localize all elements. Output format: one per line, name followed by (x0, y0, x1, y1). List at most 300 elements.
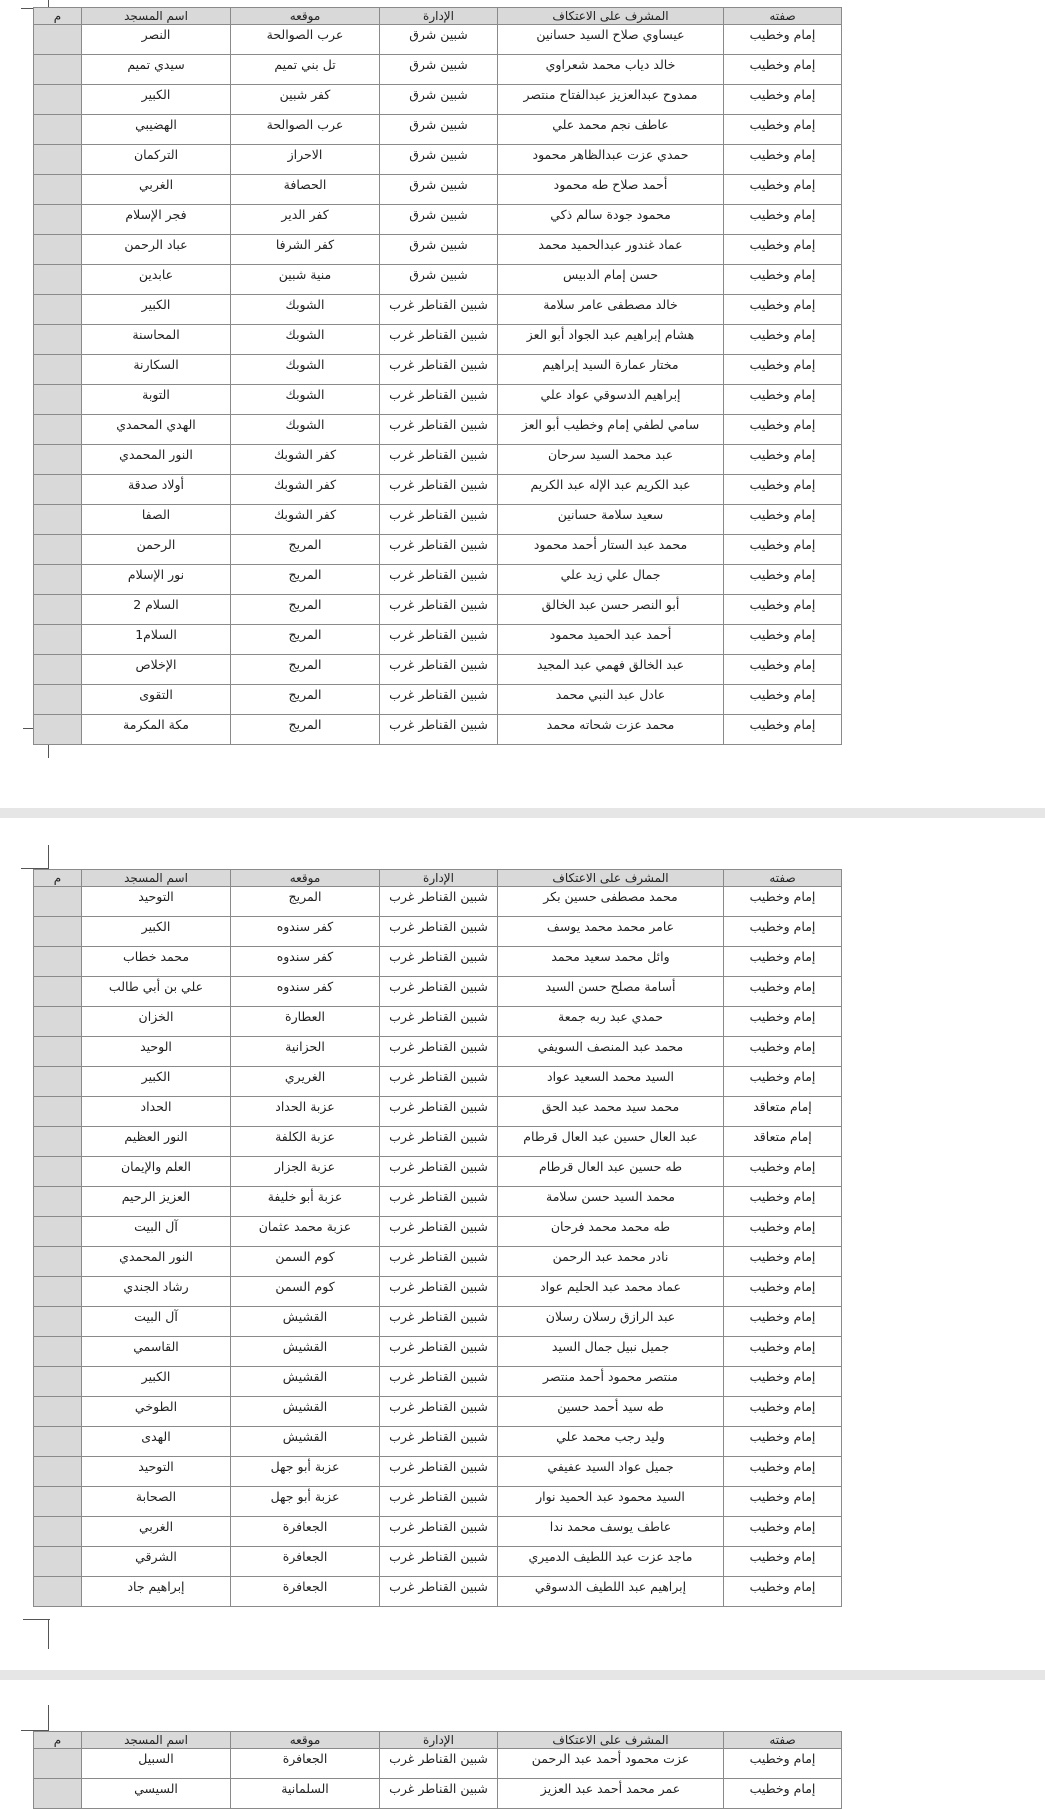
cell-mosque-name (82, 947, 231, 977)
table-header-row (34, 870, 842, 887)
cell-serial-number (34, 1577, 82, 1607)
cell-role-text: إمام وخطيب (749, 567, 816, 582)
cell-role (724, 1187, 842, 1217)
header-supervisor: المشرف على الاعتكاف (498, 8, 724, 25)
cell-location-text: القشيش (282, 1309, 328, 1324)
cell-supervisor-text: ممدوح عبدالعزيز عبدالفتاح منتصر (523, 87, 698, 102)
cell-administration (380, 25, 498, 55)
cell-role (724, 1157, 842, 1187)
cell-location-text: الشوبك (285, 297, 325, 312)
cell-supervisor-text: عبد العال حسين عبد العال قرطام (523, 1129, 698, 1144)
cell-location (231, 25, 380, 55)
cell-supervisor-text: عزت محمود أحمد عبد الرحمن (531, 1751, 690, 1766)
cell-mosque-name-text: التوحيد (138, 1459, 174, 1474)
cell-supervisor (498, 55, 724, 85)
cell-role (724, 655, 842, 685)
cell-administration-text: شبين القناطر غرب (389, 1751, 488, 1766)
cell-mosque-name (82, 325, 231, 355)
cell-mosque-name-text: المحاسنة (132, 327, 180, 342)
cell-supervisor-text: السيد محمد السعيد عواد (547, 1069, 674, 1084)
cell-location-text: المريج (288, 537, 322, 552)
cell-role (724, 917, 842, 947)
table-row (34, 205, 842, 235)
cell-administration-text: شبين القناطر غرب (389, 1579, 488, 1594)
cell-serial-number (34, 235, 82, 265)
cell-supervisor-text: عماد محمد عبد الحليم عواد (540, 1279, 681, 1294)
cell-location (231, 565, 380, 595)
cell-location-text: الجعافرة (282, 1549, 328, 1564)
cell-role-text: إمام وخطيب (749, 477, 816, 492)
cell-mosque-name (82, 505, 231, 535)
cell-role (724, 505, 842, 535)
cell-role (724, 1577, 842, 1607)
cell-mosque-name-text: الغربي (138, 1519, 174, 1534)
cell-administration-text: شبين القناطر غرب (389, 919, 488, 934)
cell-mosque-name (82, 715, 231, 745)
cell-administration-text: شبين القناطر غرب (389, 1279, 488, 1294)
cell-supervisor-text: طه محمد محمد فرحان (550, 1219, 671, 1234)
cell-mosque-name (82, 1217, 231, 1247)
cell-mosque-name-text: النور المحمدي (119, 1249, 193, 1264)
cell-role-text: إمام وخطيب (749, 1069, 816, 1084)
cell-administration-text: شبين القناطر غرب (389, 507, 488, 522)
table-row (34, 917, 842, 947)
cell-location (231, 1487, 380, 1517)
cell-administration-text: شبين القناطر غرب (389, 1099, 488, 1114)
cell-administration (380, 265, 498, 295)
cell-serial-number (34, 1097, 82, 1127)
cell-mosque-name (82, 1397, 231, 1427)
table-row (34, 1397, 842, 1427)
cell-mosque-name (82, 625, 231, 655)
cell-role-text: إمام وخطيب (749, 387, 816, 402)
cell-role-text: إمام وخطيب (749, 627, 816, 642)
cell-administration-text: شبين القناطر غرب (389, 447, 488, 462)
table-row (34, 1007, 842, 1037)
cell-location (231, 1067, 380, 1097)
cell-administration (380, 1427, 498, 1457)
cell-supervisor-text: عبد الخالق فهمي عبد المجيد (536, 657, 685, 672)
cell-role (724, 475, 842, 505)
cell-mosque-name-text: الهدي المحمدي (116, 417, 196, 432)
cell-administration (380, 625, 498, 655)
cell-mosque-name-text: الطوخي (134, 1399, 178, 1414)
cell-mosque-name (82, 1247, 231, 1277)
cell-administration (380, 1749, 498, 1779)
cell-location (231, 887, 380, 917)
cell-serial-number (34, 1127, 82, 1157)
cell-location-text: العطارة (285, 1009, 325, 1024)
cell-supervisor (498, 1067, 724, 1097)
header-supervisor: المشرف على الاعتكاف (498, 1732, 724, 1749)
cell-role (724, 295, 842, 325)
cell-administration (380, 1457, 498, 1487)
cell-supervisor (498, 625, 724, 655)
cell-supervisor (498, 115, 724, 145)
cell-serial-number (34, 1187, 82, 1217)
cell-supervisor-text: محمد عبد الستار أحمد محمود (533, 537, 688, 552)
cell-location (231, 1577, 380, 1607)
cell-location (231, 385, 380, 415)
cell-location-text: عزبة الجزار (274, 1159, 336, 1174)
table-row (34, 947, 842, 977)
cell-mosque-name (82, 85, 231, 115)
cell-supervisor (498, 445, 724, 475)
cell-administration (380, 535, 498, 565)
cell-supervisor-text: عاطف نجم محمد علي (552, 117, 669, 132)
cell-mosque-name-text: آل البيت (134, 1309, 178, 1324)
cell-administration-text: شبين القناطر غرب (389, 417, 488, 432)
cell-location (231, 1007, 380, 1037)
table-row (34, 85, 842, 115)
table-row (34, 1247, 842, 1277)
cell-administration (380, 1187, 498, 1217)
cell-location (231, 1427, 380, 1457)
cell-serial-number (34, 145, 82, 175)
cell-serial-number (34, 1547, 82, 1577)
cell-location-text: المريج (288, 687, 322, 702)
cell-role (724, 1487, 842, 1517)
cell-supervisor (498, 595, 724, 625)
cell-serial-number (34, 977, 82, 1007)
cell-mosque-name-text: الإخلاص (135, 657, 177, 672)
table-row (34, 385, 842, 415)
cell-administration-text: شبين القناطر غرب (389, 1249, 488, 1264)
cell-mosque-name (82, 265, 231, 295)
cell-administration (380, 655, 498, 685)
cell-location-text: الحصافة (283, 177, 327, 192)
cell-role (724, 25, 842, 55)
cell-location-text: عزبة أبو جهل (270, 1489, 340, 1504)
cell-supervisor (498, 1427, 724, 1457)
cell-location-text: الشوبك (285, 357, 325, 372)
cell-supervisor-text: حسن إمام الدبيس (562, 267, 659, 282)
table-row (34, 1547, 842, 1577)
table-row (34, 595, 842, 625)
cell-location (231, 1547, 380, 1577)
table-row (34, 55, 842, 85)
cell-role (724, 625, 842, 655)
cell-role (724, 1517, 842, 1547)
cell-role (724, 1547, 842, 1577)
cell-administration (380, 1487, 498, 1517)
cell-administration-text: شبين القناطر غرب (389, 1189, 488, 1204)
cell-supervisor-text: نادر محمد عبد الرحمن (552, 1249, 669, 1264)
cell-supervisor (498, 1397, 724, 1427)
cell-mosque-name (82, 1577, 231, 1607)
cell-supervisor (498, 1749, 724, 1779)
cell-mosque-name (82, 1157, 231, 1187)
cell-mosque-name (82, 1367, 231, 1397)
cell-mosque-name (82, 1779, 231, 1809)
cell-mosque-name (82, 1487, 231, 1517)
cell-location-text: القشيش (282, 1429, 328, 1444)
cell-role (724, 1427, 842, 1457)
cell-supervisor-text: عامر محمد محمد يوسف (546, 919, 675, 934)
cell-administration (380, 175, 498, 205)
cell-role (724, 1067, 842, 1097)
table-row (34, 1367, 842, 1397)
cell-location-text: عزبة الكلفة (275, 1129, 335, 1144)
cell-serial-number (34, 25, 82, 55)
cell-supervisor-text: جميل نبيل جمال السيد (551, 1339, 670, 1354)
cell-serial-number (34, 355, 82, 385)
cell-mosque-name (82, 415, 231, 445)
cell-administration (380, 55, 498, 85)
cell-location-text: القشيش (282, 1399, 328, 1414)
cell-location-text: المريج (288, 889, 322, 904)
table-row (34, 1337, 842, 1367)
cell-mosque-name (82, 655, 231, 685)
header-mosque-name: اسم المسجد (82, 8, 231, 25)
cell-administration (380, 325, 498, 355)
cell-serial-number (34, 1007, 82, 1037)
cell-mosque-name-text: الكبير (141, 1369, 171, 1384)
table-row (34, 1067, 842, 1097)
cell-supervisor (498, 1457, 724, 1487)
cell-location (231, 1307, 380, 1337)
table-row (34, 445, 842, 475)
cell-supervisor-text: عبد الكريم عبد الإله عبد الكريم (530, 477, 691, 492)
cell-location-text: الغريري (284, 1069, 326, 1084)
cell-role (724, 55, 842, 85)
cell-administration-text: شبين القناطر غرب (389, 717, 488, 732)
cell-supervisor (498, 1037, 724, 1067)
cell-serial-number (34, 715, 82, 745)
cell-administration-text: شبين شرق (409, 147, 468, 162)
cell-location (231, 175, 380, 205)
cell-supervisor-text: عماد غندور عبدالحميد محمد (538, 237, 683, 252)
cell-role (724, 1307, 842, 1337)
cell-location (231, 1247, 380, 1277)
cell-location (231, 535, 380, 565)
cell-supervisor-text: جمال علي زيد علي (560, 567, 661, 582)
cell-supervisor-text: حمدي عزت عبدالظاهر محمود (532, 147, 689, 162)
cell-supervisor-text: سعيد سلامة حسانين (557, 507, 664, 522)
cell-mosque-name (82, 295, 231, 325)
cell-location (231, 917, 380, 947)
cell-supervisor (498, 1577, 724, 1607)
cell-supervisor (498, 475, 724, 505)
table-row (34, 25, 842, 55)
cell-location (231, 1187, 380, 1217)
cell-role-text: إمام وخطيب (749, 1751, 816, 1766)
cell-supervisor (498, 415, 724, 445)
cell-mosque-name (82, 565, 231, 595)
cell-role (724, 595, 842, 625)
cell-administration-text: شبين القناطر غرب (389, 1219, 488, 1234)
cell-location (231, 1037, 380, 1067)
cell-administration-text: شبين القناطر غرب (389, 979, 488, 994)
cell-location (231, 265, 380, 295)
header-mosque-name: اسم المسجد (82, 870, 231, 887)
cell-role-text: إمام وخطيب (749, 1459, 816, 1474)
cell-location (231, 1367, 380, 1397)
cell-role (724, 1247, 842, 1277)
cell-supervisor (498, 1187, 724, 1217)
cell-mosque-name (82, 475, 231, 505)
cell-mosque-name-text: رشاد الجندي (123, 1279, 189, 1294)
cell-location-text: الجعافرة (282, 1579, 328, 1594)
cell-location-text: القشيش (282, 1369, 328, 1384)
cell-mosque-name-text: الكبير (141, 87, 171, 102)
cell-administration (380, 1277, 498, 1307)
cell-supervisor (498, 505, 724, 535)
cell-administration-text: شبين القناطر غرب (389, 1459, 488, 1474)
cell-location (231, 1337, 380, 1367)
cell-administration (380, 235, 498, 265)
cell-administration-text: شبين شرق (409, 207, 468, 222)
cell-location (231, 715, 380, 745)
cell-role (724, 1007, 842, 1037)
header-serial-number: م (34, 870, 82, 887)
table-row (34, 977, 842, 1007)
cell-location-text: الشوبك (285, 327, 325, 342)
table-row (34, 1127, 842, 1157)
cell-serial-number (34, 325, 82, 355)
cell-location (231, 977, 380, 1007)
cell-supervisor (498, 205, 724, 235)
cell-serial-number (34, 1397, 82, 1427)
cell-role-text: إمام وخطيب (749, 297, 816, 312)
cell-supervisor (498, 1157, 724, 1187)
cell-supervisor-text: منتصر محمود أحمد منتصر (543, 1369, 678, 1384)
cell-administration-text: شبين شرق (409, 87, 468, 102)
cell-supervisor (498, 355, 724, 385)
cell-role (724, 325, 842, 355)
cell-administration-text: شبين القناطر غرب (389, 1039, 488, 1054)
cell-mosque-name (82, 1547, 231, 1577)
header-serial-number: م (34, 1732, 82, 1749)
cell-supervisor (498, 917, 724, 947)
cell-administration-text: شبين القناطر غرب (389, 1519, 488, 1534)
cell-role-text: إمام وخطيب (749, 357, 816, 372)
cell-mosque-name-text: النصر (141, 27, 171, 42)
cell-serial-number (34, 1367, 82, 1397)
cell-location-text: منية شبين (278, 267, 332, 282)
cell-administration (380, 1067, 498, 1097)
cell-administration-text: شبين شرق (409, 177, 468, 192)
cell-administration (380, 505, 498, 535)
cell-role (724, 947, 842, 977)
cell-role-text: إمام وخطيب (749, 1429, 816, 1444)
cell-supervisor-text: السيد محمود عبد الحميد نوار (536, 1489, 685, 1504)
cell-location (231, 655, 380, 685)
cell-mosque-name-text: عباد الرحمن (124, 237, 188, 252)
cell-mosque-name-text: النور العظيم (124, 1129, 188, 1144)
cell-serial-number (34, 565, 82, 595)
cell-administration-text: شبين القناطر غرب (389, 597, 488, 612)
page-table (33, 869, 842, 1607)
cell-location (231, 205, 380, 235)
cell-role-text: إمام وخطيب (749, 1249, 816, 1264)
cell-administration (380, 685, 498, 715)
cell-mosque-name-text: فجر الإسلام (125, 207, 187, 222)
cell-administration (380, 1577, 498, 1607)
cell-supervisor-text: عبد محمد السيد سرحان (547, 447, 674, 462)
cell-administration (380, 1337, 498, 1367)
cell-administration-text: شبين شرق (409, 237, 468, 252)
cell-location (231, 85, 380, 115)
cell-supervisor (498, 1779, 724, 1809)
cell-location-text: كوم السمن (275, 1279, 335, 1294)
cell-mosque-name (82, 115, 231, 145)
cell-supervisor (498, 1277, 724, 1307)
page-separator (0, 808, 1045, 818)
cell-administration-text: شبين القناطر غرب (389, 327, 488, 342)
cell-supervisor (498, 1307, 724, 1337)
cell-role (724, 445, 842, 475)
cell-administration (380, 977, 498, 1007)
cell-administration-text: شبين القناطر غرب (389, 1429, 488, 1444)
cell-serial-number (34, 55, 82, 85)
cell-role-text: إمام وخطيب (749, 447, 816, 462)
cell-supervisor-text: محمد عزت شحاته محمد (546, 717, 675, 732)
cell-location (231, 445, 380, 475)
header-location: موقعه (231, 1732, 380, 1749)
cell-supervisor (498, 25, 724, 55)
table-row (34, 655, 842, 685)
cell-administration-text: شبين القناطر غرب (389, 567, 488, 582)
cell-administration-text: شبين القناطر غرب (389, 297, 488, 312)
cell-location-text: المريج (288, 657, 322, 672)
cell-role-text: إمام وخطيب (749, 1339, 816, 1354)
cell-mosque-name (82, 1277, 231, 1307)
cell-mosque-name (82, 1067, 231, 1097)
cell-mosque-name (82, 145, 231, 175)
cell-serial-number (34, 595, 82, 625)
cell-serial-number (34, 625, 82, 655)
cell-role-text: إمام وخطيب (749, 57, 816, 72)
cell-supervisor (498, 1547, 724, 1577)
cell-administration-text: شبين القناطر غرب (389, 1009, 488, 1024)
cell-location (231, 415, 380, 445)
header-administration: الإدارة (380, 8, 498, 25)
cell-serial-number (34, 1457, 82, 1487)
cell-role (724, 1337, 842, 1367)
cell-mosque-name-text: التقوى (139, 687, 173, 702)
table-row (34, 235, 842, 265)
cell-administration (380, 1547, 498, 1577)
cell-mosque-name-text: القاسمي (133, 1339, 179, 1354)
cell-mosque-name (82, 1127, 231, 1157)
table-row (34, 145, 842, 175)
table-row (34, 1037, 842, 1067)
cell-administration-text: شبين القناطر غرب (389, 477, 488, 492)
cell-supervisor-text: إبراهيم الدسوقي عواد علي (540, 387, 681, 402)
cell-supervisor-text: محمد سيد محمد عبد الحق (541, 1099, 680, 1114)
header-serial-number: م (34, 8, 82, 25)
cell-administration (380, 887, 498, 917)
table-row (34, 887, 842, 917)
cell-administration-text: شبين شرق (409, 117, 468, 132)
cell-supervisor (498, 535, 724, 565)
table-row (34, 1457, 842, 1487)
cell-mosque-name (82, 355, 231, 385)
cell-mosque-name (82, 1097, 231, 1127)
cell-administration-text: شبين القناطر غرب (389, 1129, 488, 1144)
cell-mosque-name (82, 445, 231, 475)
cell-role-text: إمام وخطيب (749, 27, 816, 42)
cell-location (231, 1277, 380, 1307)
table-row (34, 1157, 842, 1187)
cell-administration (380, 1157, 498, 1187)
cell-mosque-name (82, 235, 231, 265)
cell-serial-number (34, 655, 82, 685)
header-administration: الإدارة (380, 1732, 498, 1749)
table-row (34, 715, 842, 745)
table-row (34, 685, 842, 715)
